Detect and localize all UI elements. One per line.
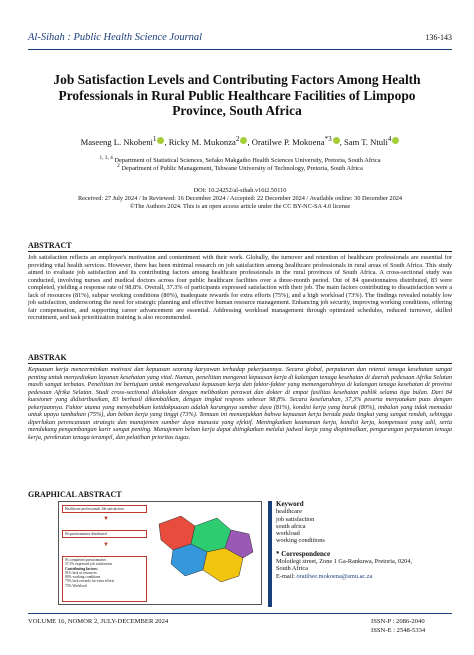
ga-result-line: 81% lack of resources	[65, 570, 97, 575]
graphical-abstract-heading: GRAPHICAL ABSTRACT	[28, 490, 122, 499]
issn-electronic: ISSN-E : 2548-5334	[371, 627, 426, 634]
affiliation	[28, 163, 452, 172]
author-sup: 4	[387, 135, 392, 143]
affiliation-text: Department of Public Management, Tshwane University of Technology, Pretoria, South Africa	[121, 165, 363, 173]
side-column	[268, 501, 452, 607]
affiliation-text: Department of Statistical Sciences, Sefako Makgatho Health Sciences University, Pretoria, South Africa	[114, 157, 381, 165]
abstract-text: Job satisfaction reflects an employee's motivation and contentment with their work. Globally, the turnover and retention of healthcare professionals are essential for providing vital health services. However, there has been minimal research on job satisfaction among healthcare professionals in rural areas of South Africa. This study aimed to evaluate job satisfaction and its contributing factors among healthcare professionals in the rural provinces of South Africa. A cross-sectional study was conducted, involving nurses and medical doctors across four public healthcare facilities over a three-month period. Out of 84 questionnaires distributed, 83 were completed, yielding a response rate of 98.8%. Overall, 37.3% of participants expressed satisfaction with their job. The main factors contributing to dissatisfaction were a lack of resources (81%), subpar working conditions (80%), inadequate rewards for extra efforts (75%), and a high workload (73%). The findings revealed notably low job satisfaction, underscoring the need for strategic planning and effective human resource management. Enhancing job security, improving working conditions, offering fair compensation, and supporting career advancement are essential. Addressing workload management through optimized schedules, reduced turnover, skilled recruitment, and task prioritization training is also recommended.	[28, 254, 452, 322]
ga-result-line: 80% working conditions	[65, 575, 101, 580]
page-footer	[28, 613, 452, 643]
ga-result-line: 83 completed questionnaires	[65, 558, 107, 562]
page-range: 136-143	[425, 33, 452, 42]
email-link[interactable]: oratilwe.mokoena@smu.ac.za	[296, 572, 373, 580]
keyword-heading: Keyword	[276, 500, 304, 508]
arrow-down-icon: ▼	[103, 516, 109, 522]
province-map	[151, 504, 261, 603]
journal-header	[28, 28, 452, 50]
ga-result-line: 37.3% expressed job satisfaction	[65, 562, 113, 567]
journal-name: Al-Sihah : Public Health Science Journal	[28, 32, 203, 43]
keyword-item: workload	[276, 530, 300, 538]
affiliation-sup: 1, 3, 4	[99, 155, 113, 161]
correspondence-heading: * Correspondence	[276, 549, 331, 558]
correspondence-email-line	[276, 573, 452, 580]
orcid-icon[interactable]	[392, 137, 399, 144]
keyword-item: healthcare	[276, 508, 302, 516]
author-sup: 1	[152, 135, 157, 143]
graphical-abstract-figure	[58, 501, 262, 605]
author-list: Maseeng L. Nkobeni$^1$ , Ricky M. Mukonza$^2$ , Oratilwe P. Mokoena$^{*3}$ , Sam T. Ntuli$^4$	[28, 135, 452, 147]
ga-result-line: 73% Workload	[65, 583, 87, 588]
orcid-icon[interactable]	[240, 137, 247, 144]
author-sup: *3	[324, 135, 332, 143]
correspondence-address: Molotlegi street, Zone 1 Ga-Rankuwa, Pretoria, 0204,	[276, 558, 413, 566]
ga-box-professionals: Healthcare professionals Job satisfaction	[62, 505, 147, 513]
arrow-down-icon: ▼	[103, 542, 109, 548]
doi-link[interactable]: DOI: 10.24252/al-sihah.v16i2.50110	[193, 187, 287, 194]
keyword-list	[276, 508, 452, 544]
abstract-heading: ABSTRACT	[28, 241, 452, 252]
affiliation-sup: 2	[117, 163, 120, 169]
author-sup: 2	[235, 135, 240, 143]
license-note: ©The Authors 2024. This is an open access article under the CC BY-NC-SA 4.0 license	[129, 203, 351, 210]
keyword-item: job satisfaction	[276, 515, 315, 523]
keyword-item: working conditions	[276, 537, 325, 545]
abstrak-text: Kepuasan kerja mencerminkan motivasi dan kepuasan seorang karyawan terhadap pekerjaannya. Secara global, perputaran dan retensi tenaga kesehatan sangat penting untuk menyediakan layanan kesehatan yang vital. Namun, penelitian mengenai kepuasan kerja di kalangan tenaga kesehatan di daerah pedesaan Afrika Selatan masih sangat terbatas. Penelitian ini bertujuan untuk mengevaluasi kepuasan kerja dan faktor-faktor yang memengaruhinya di kalangan tenaga kesehatan di provinsi pedesaan Afrika Selatan. Studi cross-sectional dilakukan dengan melibatkan perawat dan dokter di empat fasilitas kesehatan publik selama tiga bulan. Dari 84 kuesioner yang didistribusikan, 83 berhasil dikembalikan, dengan tingkat respons sebesar 98,8%. Secara keseluruhan, 37,3% peserta menyatakan puas dengan pekerjaannya. Faktor utama yang menyebabkan ketidakpuasan adalah kurangnya sumber daya (81%), kondisi kerja yang buruk (80%), imbalan yang tidak memadai untuk upaya tambahan (75%), dan beban kerja yang tinggi (73%). Temuan ini menunjukkan bahwa kepuasan kerja berada pada tingkat yang sangat rendah, sehingga diperlukan perencanaan strategis dan manajemen sumber daya manusia yang efektif. Meningkatkan keamanan kerja, kondisi kerja, kompensasi yang adil, serta mendukung pengembangan karir sangat penting. Manajemen beban kerja dapat ditingkatkan melalui jadwal kerja yang dioptimalkan, pengurangan perputaran tenaga kerja, perekrutan tenaga terampil, dan pelatihan prioritas tugas.	[28, 366, 452, 441]
ga-box-questionnaires: 84 questionnaires distributed	[62, 530, 147, 538]
email-label: E-mail:	[276, 572, 295, 580]
author-name: Maseeng L. Nkobeni	[80, 136, 153, 147]
author-name: Ricky M. Mukonza	[168, 136, 236, 147]
orcid-icon[interactable]	[333, 137, 340, 144]
orcid-icon[interactable]	[157, 137, 164, 144]
abstrak-heading: ABSTRAK	[28, 353, 452, 364]
issn-print: ISSN-P : 2086-2040	[371, 618, 425, 625]
correspondence-address: South Africa	[276, 565, 309, 573]
ga-result-line: Contributing factors:	[65, 566, 98, 571]
volume-info: VOLUME 16, NOMOR 2, JULY-DECEMBER 2024	[28, 618, 169, 625]
author-name: Oratilwe P. Mokoena	[251, 136, 325, 147]
ga-box-results	[62, 556, 147, 602]
ga-result-line: 75% lack rewards for extra efforts	[65, 579, 115, 584]
article-dates: Received: 27 July 2024 / In Reviewed: 16 December 2024 / Accepted: 22 December 2024 / Available online: 30 December 2024	[77, 195, 403, 202]
author-name: Sam T. Ntuli	[343, 136, 388, 147]
keyword-item: south africa	[276, 522, 306, 530]
article-title: Job Satisfaction Levels and Contributing Factors Among Health Professionals in Rural Public Healthcare Facilities of Limpopo Province, South Africa	[53, 72, 421, 118]
